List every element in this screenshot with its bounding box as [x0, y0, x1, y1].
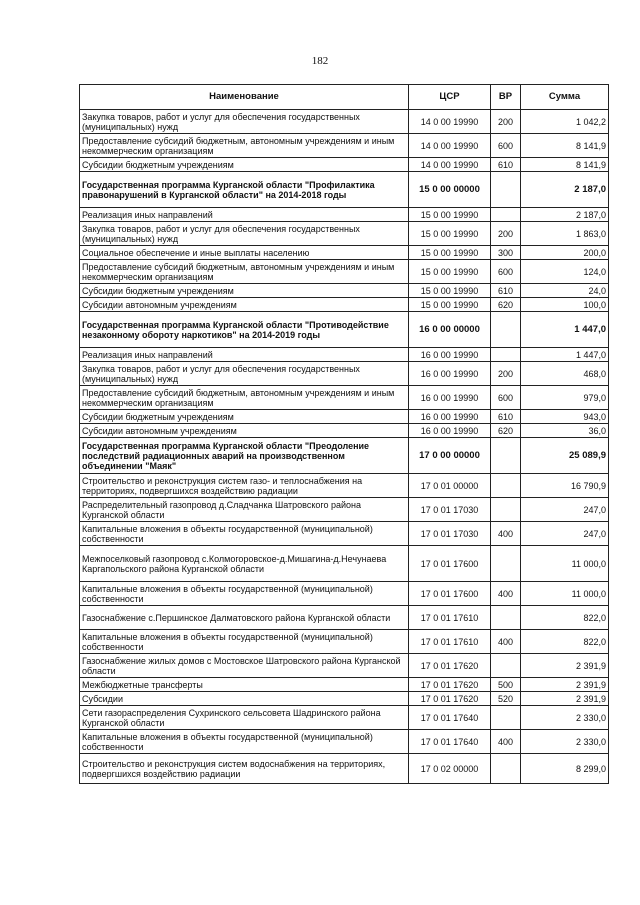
table-row — [80, 692, 609, 706]
row-sum-cell: 1 447,0 — [521, 348, 609, 362]
row-vr-cell: 400 — [491, 730, 521, 754]
row-csr-cell: 14 0 00 19990 — [409, 158, 491, 172]
row-csr-cell: 17 0 00 00000 — [409, 438, 491, 474]
row-sum-cell: 247,0 — [521, 522, 609, 546]
row-name-cell: Закупка товаров, работ и услуг для обеспечения государственных (муниципальных) нужд — [80, 362, 409, 386]
row-csr-cell: 16 0 00 19990 — [409, 424, 491, 438]
row-sum-cell: 100,0 — [521, 298, 609, 312]
row-vr-cell: 400 — [491, 630, 521, 654]
row-sum-cell: 36,0 — [521, 424, 609, 438]
row-vr-cell: 610 — [491, 410, 521, 424]
page-number: 182 — [311, 55, 329, 67]
row-vr-cell: 600 — [491, 134, 521, 158]
row-csr-cell: 17 0 01 17030 — [409, 522, 491, 546]
row-vr-cell — [491, 438, 521, 474]
row-sum-cell: 1 863,0 — [521, 222, 609, 246]
row-vr-cell: 500 — [491, 678, 521, 692]
table-row — [80, 298, 609, 312]
row-vr-cell: 200 — [491, 110, 521, 134]
row-csr-cell: 17 0 01 17640 — [409, 706, 491, 730]
table-body — [80, 110, 609, 784]
row-sum-cell: 2 187,0 — [521, 208, 609, 222]
row-csr-cell: 17 0 01 17610 — [409, 630, 491, 654]
row-csr-cell: 15 0 00 19990 — [409, 284, 491, 298]
table-row — [80, 754, 609, 784]
row-sum-cell: 1 042,2 — [521, 110, 609, 134]
table-row — [80, 606, 609, 630]
row-name-cell: Субсидии бюджетным учреждениям — [80, 284, 409, 298]
row-csr-cell: 17 0 01 00000 — [409, 474, 491, 498]
program-row — [80, 438, 609, 474]
header-sum: Сумма — [521, 85, 609, 110]
table-row — [80, 158, 609, 172]
row-name-cell: Межбюджетные трансферты — [80, 678, 409, 692]
row-csr-cell: 16 0 00 00000 — [409, 312, 491, 348]
row-vr-cell: 610 — [491, 284, 521, 298]
row-vr-cell — [491, 754, 521, 784]
row-name-cell: Закупка товаров, работ и услуг для обеспечения государственных (муниципальных) нужд — [80, 222, 409, 246]
row-sum-cell: 247,0 — [521, 498, 609, 522]
row-vr-cell: 620 — [491, 298, 521, 312]
row-vr-cell: 200 — [491, 222, 521, 246]
table-row — [80, 630, 609, 654]
table-row — [80, 474, 609, 498]
table-row — [80, 386, 609, 410]
row-vr-cell: 600 — [491, 260, 521, 284]
row-sum-cell: 2 391,9 — [521, 654, 609, 678]
row-name-cell: Газоснабжение жилых домов с Мостовское Шатровского района Курганской области — [80, 654, 409, 678]
table-row — [80, 284, 609, 298]
row-sum-cell: 468,0 — [521, 362, 609, 386]
row-csr-cell: 17 0 01 17620 — [409, 654, 491, 678]
row-name-cell: Государственная программа Курганской области "Противодействие незаконному обороту наркотиков" на 2014-2019 годы — [80, 312, 409, 348]
row-vr-cell: 520 — [491, 692, 521, 706]
row-sum-cell: 2 391,9 — [521, 692, 609, 706]
row-sum-cell: 16 790,9 — [521, 474, 609, 498]
table-row — [80, 582, 609, 606]
row-name-cell: Субсидии — [80, 692, 409, 706]
row-name-cell: Строительство и реконструкция систем газо- и теплоснабжения на территориях, подвергшихся воздействию радиации — [80, 474, 409, 498]
row-csr-cell: 15 0 00 19990 — [409, 208, 491, 222]
row-vr-cell: 600 — [491, 386, 521, 410]
row-csr-cell: 15 0 00 19990 — [409, 260, 491, 284]
row-sum-cell: 24,0 — [521, 284, 609, 298]
row-vr-cell: 400 — [491, 582, 521, 606]
row-sum-cell: 2 330,0 — [521, 730, 609, 754]
row-vr-cell: 400 — [491, 522, 521, 546]
row-csr-cell: 16 0 00 19990 — [409, 410, 491, 424]
row-name-cell: Капитальные вложения в объекты государственной (муниципальной) собственности — [80, 730, 409, 754]
row-vr-cell — [491, 208, 521, 222]
row-name-cell: Государственная программа Курганской области "Преодоление последствий радиационных аварий на производственном объединении "Маяк" — [80, 438, 409, 474]
header-name: Наименование — [80, 85, 409, 110]
row-name-cell: Социальное обеспечение и иные выплаты населению — [80, 246, 409, 260]
table-row — [80, 654, 609, 678]
table-row — [80, 246, 609, 260]
row-csr-cell: 17 0 01 17600 — [409, 546, 491, 582]
table-row — [80, 706, 609, 730]
row-csr-cell: 17 0 01 17610 — [409, 606, 491, 630]
row-csr-cell: 16 0 00 19990 — [409, 386, 491, 410]
row-sum-cell: 8 299,0 — [521, 754, 609, 784]
row-sum-cell: 2 391,9 — [521, 678, 609, 692]
budget-table — [79, 84, 609, 784]
row-sum-cell: 200,0 — [521, 246, 609, 260]
row-sum-cell: 124,0 — [521, 260, 609, 284]
table-row — [80, 222, 609, 246]
row-vr-cell — [491, 706, 521, 730]
row-csr-cell: 15 0 00 00000 — [409, 172, 491, 208]
row-csr-cell: 17 0 01 17030 — [409, 498, 491, 522]
table-row — [80, 730, 609, 754]
table-header-row — [80, 85, 609, 110]
table-row — [80, 348, 609, 362]
row-vr-cell: 620 — [491, 424, 521, 438]
row-vr-cell — [491, 498, 521, 522]
table-row — [80, 498, 609, 522]
table-row — [80, 110, 609, 134]
row-csr-cell: 14 0 00 19990 — [409, 110, 491, 134]
row-sum-cell: 979,0 — [521, 386, 609, 410]
row-name-cell: Предоставление субсидий бюджетным, автономным учреждениям и иным некоммерческим организациям — [80, 134, 409, 158]
row-name-cell: Государственная программа Курганской области "Профилактика правонарушений в Курганской области" на 2014-2018 годы — [80, 172, 409, 208]
row-name-cell: Сети газораспределения Сухринского сельсовета Шадринского района Курганской области — [80, 706, 409, 730]
row-csr-cell: 15 0 00 19990 — [409, 246, 491, 260]
row-sum-cell: 2 187,0 — [521, 172, 609, 208]
row-name-cell: Межпоселковый газопровод с.Колмогоровское-д.Мишагина-д.Нечунаева Каргапольского района Курганской области — [80, 546, 409, 582]
row-sum-cell: 822,0 — [521, 630, 609, 654]
row-name-cell: Предоставление субсидий бюджетным, автономным учреждениям и иным некоммерческим организациям — [80, 260, 409, 284]
row-csr-cell: 15 0 00 19990 — [409, 222, 491, 246]
table-row — [80, 424, 609, 438]
table-row — [80, 522, 609, 546]
row-name-cell: Субсидии бюджетным учреждениям — [80, 158, 409, 172]
header-vr: ВР — [491, 85, 521, 110]
row-sum-cell: 1 447,0 — [521, 312, 609, 348]
row-name-cell: Предоставление субсидий бюджетным, автономным учреждениям и иным некоммерческим организациям — [80, 386, 409, 410]
row-vr-cell — [491, 172, 521, 208]
table-row — [80, 134, 609, 158]
row-vr-cell — [491, 546, 521, 582]
table-row — [80, 208, 609, 222]
row-sum-cell: 2 330,0 — [521, 706, 609, 730]
program-row — [80, 172, 609, 208]
row-name-cell: Распределительный газопровод д.Сладчанка Шатровского района Курганской области — [80, 498, 409, 522]
row-vr-cell: 300 — [491, 246, 521, 260]
table-row — [80, 546, 609, 582]
row-name-cell: Капитальные вложения в объекты государственной (муниципальной) собственности — [80, 630, 409, 654]
row-csr-cell: 17 0 01 17620 — [409, 678, 491, 692]
row-name-cell: Капитальные вложения в объекты государственной (муниципальной) собственности — [80, 582, 409, 606]
row-vr-cell — [491, 312, 521, 348]
row-csr-cell: 16 0 00 19990 — [409, 348, 491, 362]
row-name-cell: Субсидии бюджетным учреждениям — [80, 410, 409, 424]
row-sum-cell: 8 141,9 — [521, 158, 609, 172]
row-sum-cell: 25 089,9 — [521, 438, 609, 474]
table-row — [80, 410, 609, 424]
row-csr-cell: 16 0 00 19990 — [409, 362, 491, 386]
row-vr-cell — [491, 654, 521, 678]
table-row — [80, 362, 609, 386]
row-csr-cell: 14 0 00 19990 — [409, 134, 491, 158]
row-name-cell: Реализация иных направлений — [80, 348, 409, 362]
row-csr-cell: 17 0 01 17620 — [409, 692, 491, 706]
row-sum-cell: 8 141,9 — [521, 134, 609, 158]
row-name-cell: Капитальные вложения в объекты государственной (муниципальной) собственности — [80, 522, 409, 546]
program-row — [80, 312, 609, 348]
header-csr: ЦСР — [409, 85, 491, 110]
row-name-cell: Строительство и реконструкция систем водоснабжения на территориях, подвергшихся воздействию радиации — [80, 754, 409, 784]
row-csr-cell: 17 0 01 17640 — [409, 730, 491, 754]
row-name-cell: Закупка товаров, работ и услуг для обеспечения государственных (муниципальных) нужд — [80, 110, 409, 134]
row-name-cell: Реализация иных направлений — [80, 208, 409, 222]
row-csr-cell: 17 0 02 00000 — [409, 754, 491, 784]
table-row — [80, 260, 609, 284]
table-row — [80, 678, 609, 692]
row-csr-cell: 15 0 00 19990 — [409, 298, 491, 312]
row-vr-cell — [491, 606, 521, 630]
row-vr-cell — [491, 348, 521, 362]
row-csr-cell: 17 0 01 17600 — [409, 582, 491, 606]
row-vr-cell: 610 — [491, 158, 521, 172]
row-vr-cell — [491, 474, 521, 498]
row-sum-cell: 943,0 — [521, 410, 609, 424]
row-sum-cell: 11 000,0 — [521, 546, 609, 582]
row-name-cell: Субсидии автономным учреждениям — [80, 424, 409, 438]
row-name-cell: Субсидии автономным учреждениям — [80, 298, 409, 312]
row-vr-cell: 200 — [491, 362, 521, 386]
row-sum-cell: 822,0 — [521, 606, 609, 630]
row-name-cell: Газоснабжение с.Першинское Далматовского района Курганской области — [80, 606, 409, 630]
row-sum-cell: 11 000,0 — [521, 582, 609, 606]
